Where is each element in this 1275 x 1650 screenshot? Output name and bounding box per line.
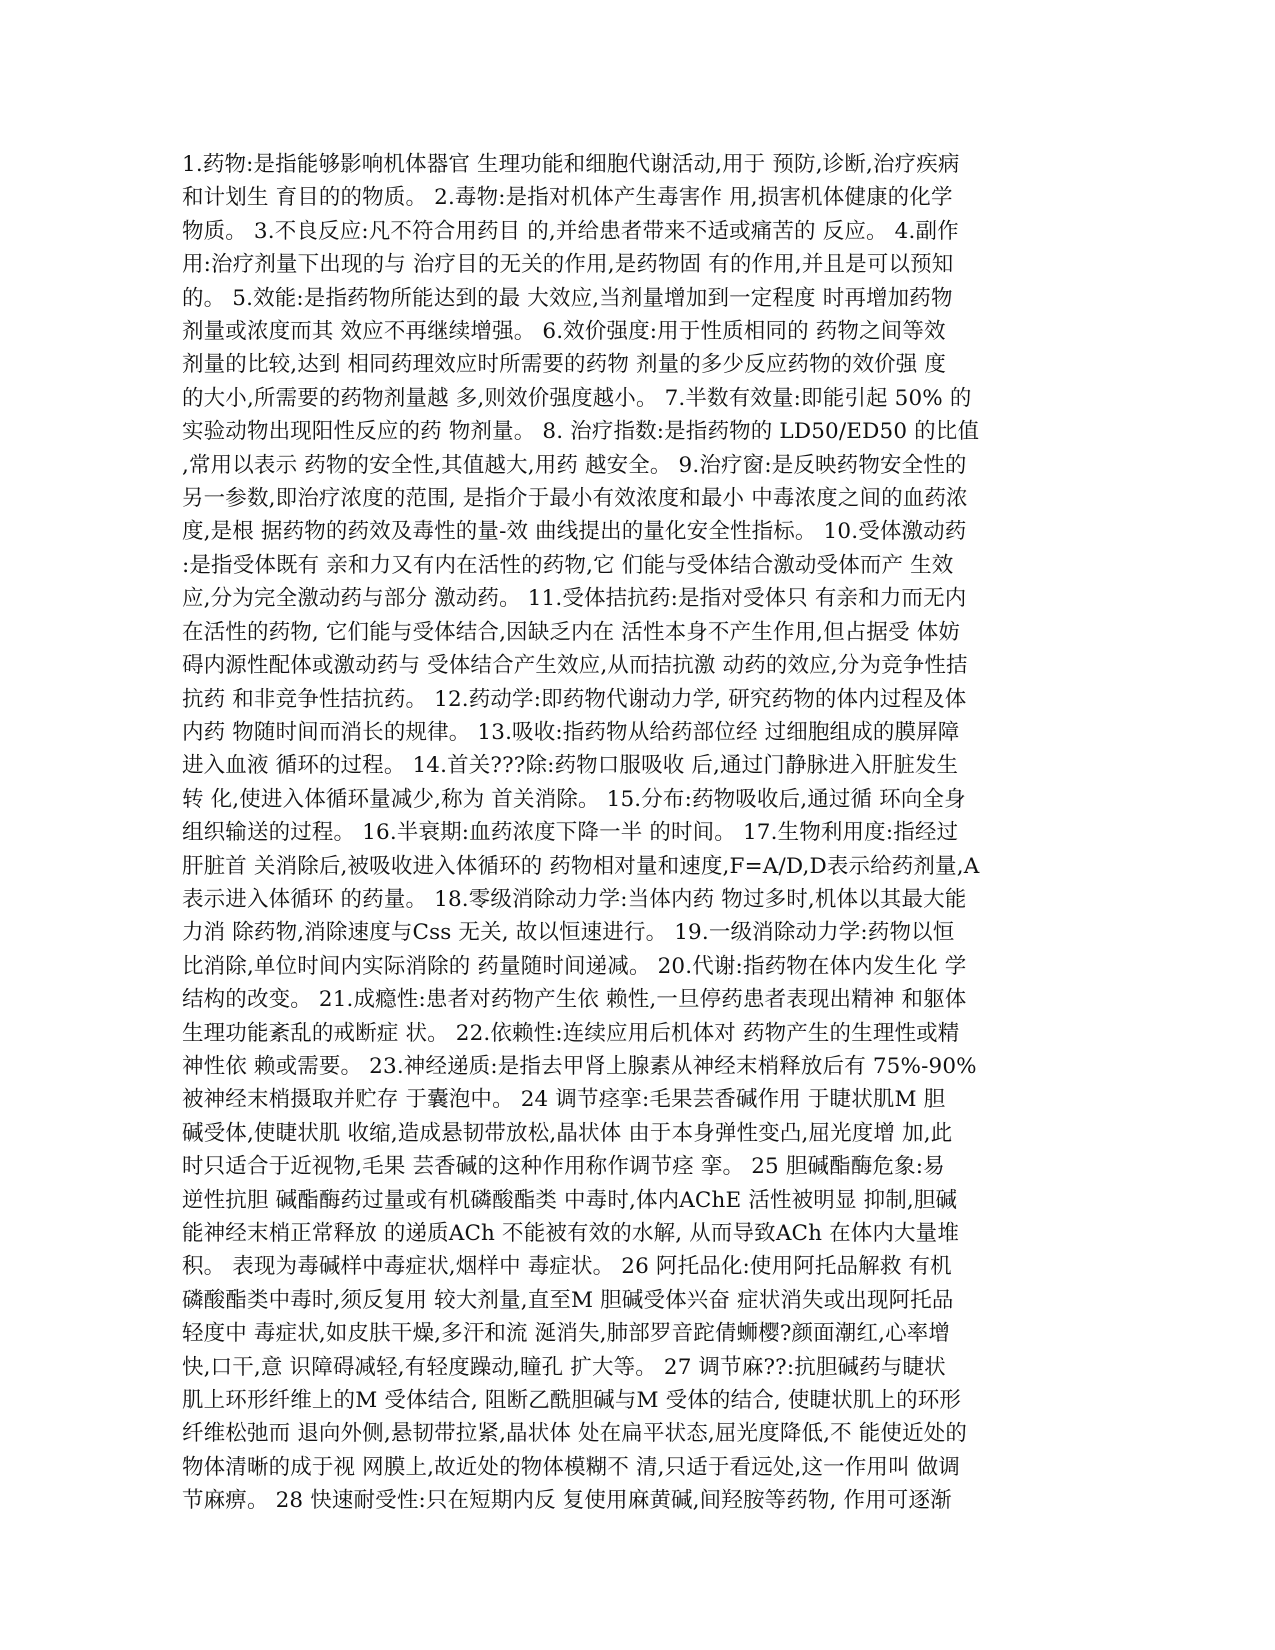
document-body-text: 1.药物:是指能够影响机体器官 生理功能和细胞代谢活动,用于 预防,诊断,治疗疾病 和计划生 育目的的物质。 2.毒物:是指对机体产生毒害作 用,损害机体健康的化学 物质。 3.不良反应:凡不符合用药目 的,并给患者带来不适或痛苦的 反应。 4.副作 用:治疗剂量下出现的与 治疗目的无关的作用,是药物固 有的作用,并且是可以预知 的。 5.效能:是指药物所能达到的最 大效应,当剂量增加到一定程度 时再增加药物 剂量或浓度而其 效应不再继续增强。 6.效价强度:用于性质相同的 药物之间等效 剂量的比较,达到 相同药理效应时所需要的药物 剂量的多少反应药物的效价强 度 的大小,所需要的药物剂量越 多,则效价强度越小。 7.半数有效量:即能引起 50% 的 实验动物出现阳性反应的药 物剂量。 8. 治疗指数:是指药物的 LD50/ED50 的比值 ,常用以表示 药物的安全性,其值越大,用药 越安全。 9.治疗窗:是反映药物安全性的 另一参数,即治疗浓度的范围, 是指介于最小有效浓度和最小 中毒浓度之间的血药浓 度,是根 据药物的药效及毒性的量-效 曲线提出的量化安全性指标。 10.受体激动药 :是指受体既有 亲和力又有内在活性的药物,它 们能与受体结合激动受体而产 生效 应,分为完全激动药与部分 激动药。 11.受体拮抗药:是指对受体只 有亲和力而无内 在活性的药物, 它们能与受体结合,因缺乏内在 活性本身不产生作用,但占据受 体妨 碍内源性配体或激动药与 受体结合产生效应,从而拮抗激 动药的效应,分为竞争性拮 抗药 和非竞争性拮抗药。 12.药动学:即药物代谢动力学, 研究药物的体内过程及体 内药 物随时间而消长的规律。 13.吸收:指药物从给药部位经 过细胞组成的膜屏障 进入血液 循环的过程。 14.首关???除:药物口服吸收 后,通过门静脉进入肝脏发生 转 化,使进入体循环量减少,称为 首关消除。 15.分布:药物吸收后,通过循 环向全身 组织输送的过程。 16.半衰期:血药浓度下降一半 的时间。 17.生物利用度:指经过 肝脏首 关消除后,被吸收进入体循环的 药物相对量和速度,F=A/D,D表示给药剂量,A 表示进入体循环 的药量。 18.零级消除动力学:当体内药 物过多时,机体以其最大能 力消 除药物,消除速度与Css 无关, 故以恒速进行。 19.一级消除动力学:药物以恒 比消除,单位时间内实际消除的 药量随时间递减。 20.代谢:指药物在体内发生化 学 结构的改变。 21.成瘾性:患者对药物产生依 赖性,一旦停药患者表现出精神 和躯体 生理功能紊乱的戒断症 状。 22.依赖性:连续应用后机体对 药物产生的生理性或精 神性依 赖或需要。 23.神经递质:是指去甲肾上腺素从神经末梢释放后有 75%-90% 被神经末梢摄取并贮存 于囊泡中。 24 调节痉挛:毛果芸香碱作用 于睫状肌M 胆 碱受体,使睫状肌 收缩,造成悬韧带放松,晶状体 由于本身弹性变凸,屈光度增 加,此 时只适合于近视物,毛果 芸香碱的这种作用称作调节痉 挛。 25 胆碱酯酶危象:易 逆性抗胆 碱酯酶药过量或有机磷酸酯类 中毒时,体内AChE 活性被明显 抑制,胆碱 能神经末梢正常释放 的递质ACh 不能被有效的水解, 从而导致ACh 在体内大量堆 积。 表现为毒碱样中毒症状,烟样中 毒症状。 26 阿托品化:使用阿托品解救 有机 磷酸酯类中毒时,须反复用 较大剂量,直至M 胆碱受体兴奋 症状消失或出现阿托品 轻度中 毒症状,如皮肤干燥,多汗和流 涎消失,肺部罗音跎倩蛳樱?颜面潮红,心率增 快,口干,意 识障碍减轻,有轻度躁动,瞳孔 扩大等。 27 调节麻??:抗胆碱药与睫状 肌上环形纤维上的M 受体结合, 阻断乙酰胆碱与M 受体的结合, 使睫状肌上的环形 纤维松弛而 退向外侧,悬韧带拉紧,晶状体 处在扁平状态,屈光度降低,不 能使近处的 物体清晰的成于视 网膜上,故近处的物体模糊不 清,只适于看远处,这一作用叫 做调 节麻痹。 28 快速耐受性:只在短期内反 复使用麻黄碱,间羟胺等药物, 作用可逐渐 bbox=[182, 152, 980, 1514]
